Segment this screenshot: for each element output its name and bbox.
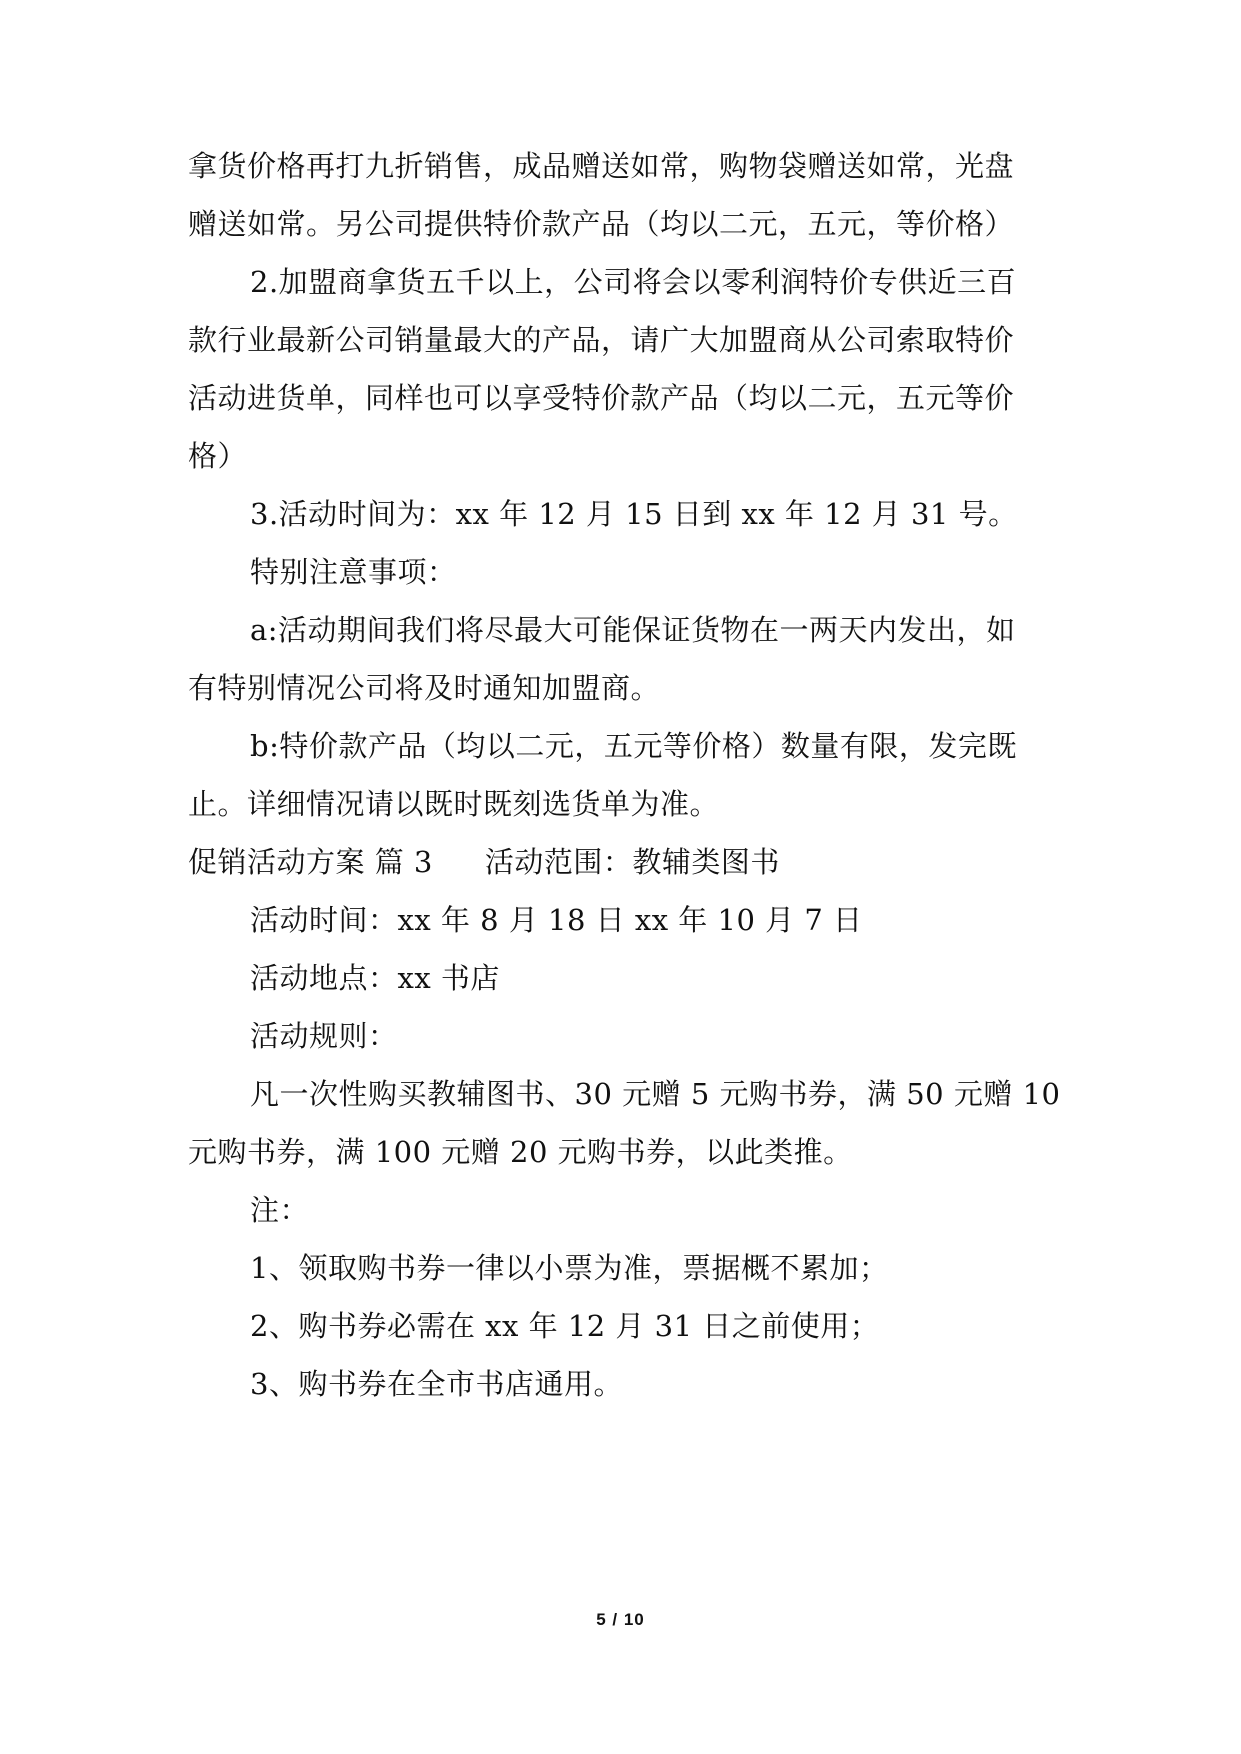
paragraph-line: 拿货价格再打九折销售，成品赠送如常，购物袋赠送如常，光盘 xyxy=(188,149,1015,183)
paragraph-line: 活动进货单，同样也可以享受特价款产品（均以二元，五元等价 xyxy=(188,381,1015,415)
activity-time: 活动时间：xx 年 8 月 18 日 xx 年 10 月 7 日 xyxy=(250,903,863,937)
paragraph-line: 格） xyxy=(188,439,248,473)
paragraph-line: 元购书券，满 100 元赠 20 元购书券，以此类推。 xyxy=(188,1135,853,1169)
paragraph-line: 赠送如常。另公司提供特价款产品（均以二元，五元，等价格） xyxy=(188,207,1015,241)
activity-rules-label: 活动规则： xyxy=(250,1019,398,1053)
paragraph-line: b:特价款产品（均以二元，五元等价格）数量有限，发完既 xyxy=(250,729,1017,763)
paragraph-line: a:活动期间我们将尽最大可能保证货物在一两天内发出，如 xyxy=(250,613,1016,647)
paragraph-line: 2.加盟商拿货五千以上，公司将会以零利润特价专供近三百 xyxy=(250,265,1017,299)
note-item: 1、领取购书券一律以小票为准，票据概不累加； xyxy=(250,1251,889,1285)
paragraph-line: 止。详细情况请以既时既刻选货单为准。 xyxy=(188,787,720,821)
paragraph-line: 凡一次性购买教辅图书、30 元赠 5 元购书券，满 50 元赠 10 xyxy=(250,1077,1061,1111)
note-label: 注： xyxy=(250,1193,310,1227)
paragraph-line: 有特别情况公司将及时通知加盟商。 xyxy=(188,671,661,705)
note-item: 3、购书券在全市书店通用。 xyxy=(250,1367,623,1401)
activity-scope: 活动范围：教辅类图书 xyxy=(484,845,780,879)
paragraph-line: 特别注意事项： xyxy=(250,555,457,589)
section-heading-line xyxy=(188,842,1068,882)
paragraph-line: 款行业最新公司销量最大的产品，请广大加盟商从公司索取特价 xyxy=(188,323,1015,357)
activity-place: 活动地点：xx 书店 xyxy=(250,961,500,995)
page-number: 5 / 10 xyxy=(596,1610,645,1629)
paragraph-line: 3.活动时间为：xx 年 12 月 15 日到 xx 年 12 月 31 号。 xyxy=(250,497,1018,531)
section-heading: 促销活动方案 篇 3 xyxy=(188,845,433,879)
note-item: 2、购书券必需在 xx 年 12 月 31 日之前使用； xyxy=(250,1309,880,1343)
